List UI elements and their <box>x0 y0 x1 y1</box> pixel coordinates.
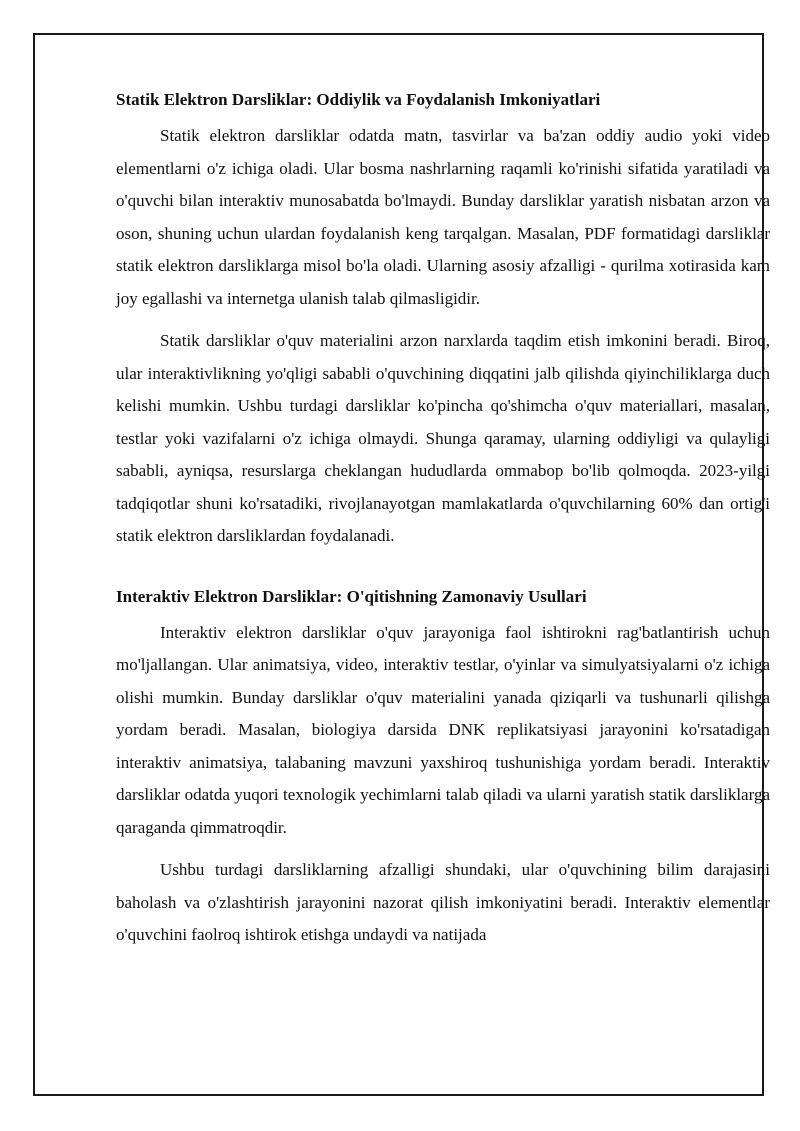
section-interactive-textbooks <box>116 581 770 952</box>
section-static-textbooks <box>116 84 770 553</box>
section-heading: Interaktiv Elektron Darsliklar: O'qitishning Zamonaviy Usullari <box>116 586 587 606</box>
paragraph: Ushbu turdagi darsliklarning afzalligi shundaki, ular o'quvchining bilim darajasini baholash va o'zlashtirish jarayonini nazorat qilish imkoniyatini beradi. Interaktiv elementlar o'quvchini faolroq ishtirok etishga undaydi va natijada <box>116 860 770 944</box>
paragraph: Interaktiv elektron darsliklar o'quv jarayoniga faol ishtirokni rag'batlantirish uchun mo'ljallangan. Ular animatsiya, video, interaktiv testlar, o'yinlar va simulyatsiyalarni o'z ichiga olishi mumkin. Bunday darsliklar o'quv materialini yanada qiziqarli va tushunarli qilishga yordam beradi. Masalan, biologiya darsida DNK replikatsiyasi jarayonini ko'rsatadigan interaktiv animatsiya, talabaning mavzuni yaxshiroq tushunishiga yordam beradi. Interaktiv darsliklar odatda yuqori texnologik yechimlarni talab qiladi va ularni yaratish statik darsliklarga qaraganda qimmatroqdir. <box>116 622 770 837</box>
paragraph: Statik elektron darsliklar odatda matn, tasvirlar va ba'zan oddiy audio yoki video elementlarni o'z ichiga oladi. Ular bosma nashrlarning raqamli ko'rinishi sifatida yaratiladi va o'quvchi bilan interaktiv munosabatda bo'lmaydi. Bunday darsliklar yaratish nisbatan arzon va oson, shuning uchun ulardan foydalanish keng tarqalgan. Masalan, PDF formatidagi darsliklar statik elektron darsliklarga misol bo'la oladi. Ularning asosiy afzalligi - qurilma xotirasida kam joy egallashi va internetga ulanish talab qilmasligidir. <box>116 126 770 308</box>
section-heading: Statik Elektron Darsliklar: Oddiylik va Foydalanish Imkoniyatlari <box>116 90 601 109</box>
paragraph: Statik darsliklar o'quv materialini arzon narxlarda taqdim etish imkonini beradi. Biroq, ular interaktivlikning yo'qligi sababli o'quvchining diqqatini jalb qilishda qiyinchiliklarga duch kelishi mumkin. Ushbu turdagi darsliklar ko'pincha qo'shimcha o'quv materiallari, masalan, testlar yoki vazifalarni o'z ichiga olmaydi. Shunga qaramay, ularning oddiyligi va qulayligi sababli, ayniqsa, resurslarga cheklangan hududlarda ommabop bo'lib qolmoqda. 2023-yilgi tadqiqotlar shuni ko'rsatadiki, rivojlanayotgan mamlakatlarda o'quvchilarning 60% dan ortig'i statik elektron darsliklardan foydalanadi. <box>116 331 770 545</box>
document-body <box>116 84 770 962</box>
